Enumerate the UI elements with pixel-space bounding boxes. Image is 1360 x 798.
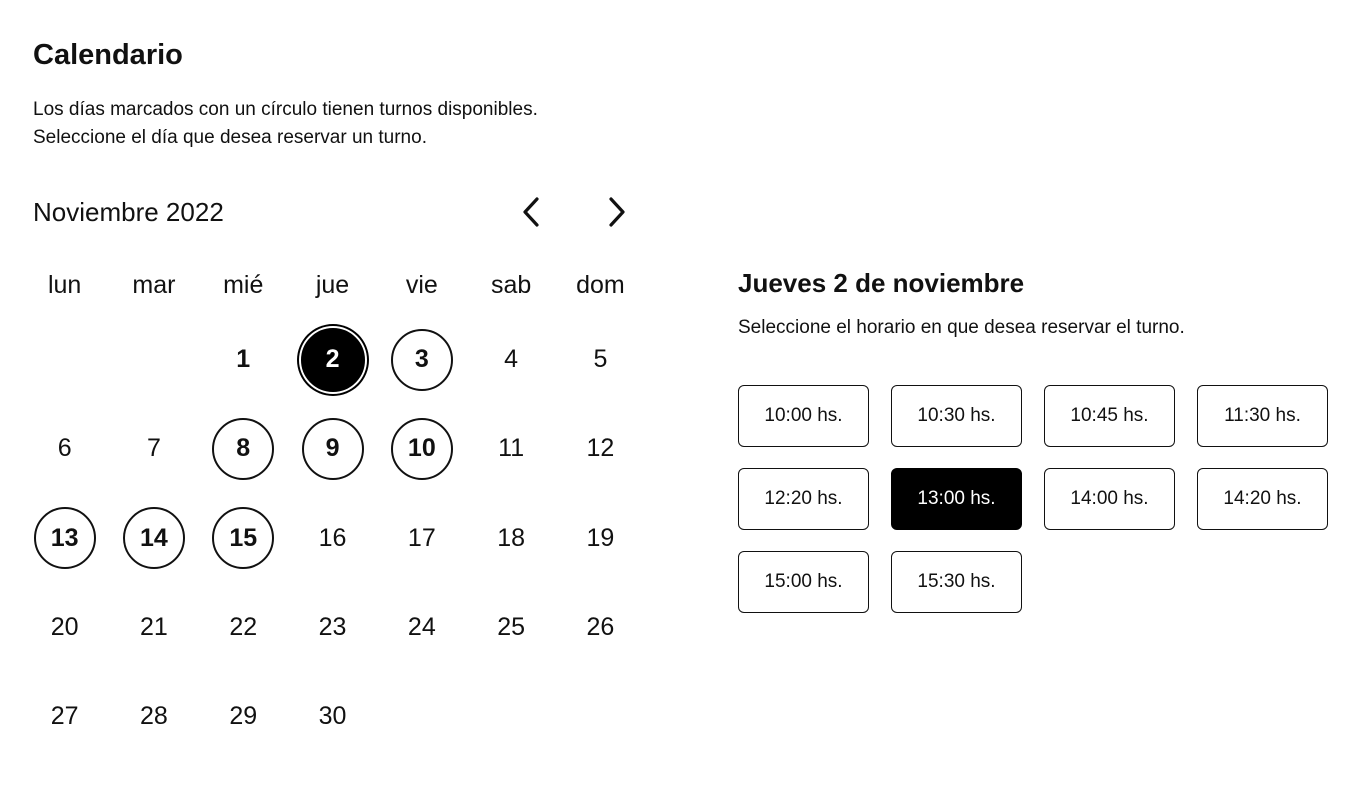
calendar-day — [556, 494, 645, 583]
day-number: 26 — [586, 613, 615, 642]
day-number: 27 — [50, 702, 79, 731]
weekday-label: vie — [405, 270, 438, 299]
day-number: 13 — [34, 507, 96, 569]
calendar-day — [20, 404, 109, 493]
day-number: 22 — [229, 613, 258, 642]
day-number: 3 — [391, 329, 453, 391]
weekday-label: jue — [315, 270, 350, 299]
available-day[interactable] — [377, 315, 466, 404]
calendar-day — [466, 404, 555, 493]
empty-day-cell — [109, 315, 198, 404]
day-number: 18 — [497, 523, 526, 552]
weekday-label: lun — [47, 270, 82, 299]
time-slot-button-selected[interactable]: 13:00 hs. — [891, 468, 1022, 530]
calendar-day — [377, 583, 466, 672]
calendar-day — [199, 672, 288, 761]
calendar-day — [109, 404, 198, 493]
instructions-line-2: Seleccione el día que desea reservar un turno. — [33, 127, 427, 148]
calendar-day — [109, 672, 198, 761]
month-label: Noviembre 2022 — [33, 197, 224, 227]
selected-date-title: Jueves 2 de noviembre — [738, 268, 1025, 298]
next-month-button[interactable] — [594, 190, 638, 234]
previous-month-button[interactable] — [510, 190, 554, 234]
calendar-days-grid — [20, 315, 645, 761]
calendar-day — [556, 583, 645, 672]
page-title: Calendario — [33, 39, 183, 71]
day-number: 9 — [302, 418, 364, 480]
day-number: 21 — [140, 613, 168, 642]
calendar-day — [466, 315, 555, 404]
day-number: 12 — [586, 434, 615, 463]
time-slot-button[interactable]: 10:00 hs. — [738, 385, 869, 447]
time-slot-button[interactable]: 14:00 hs. — [1044, 468, 1175, 530]
day-number: 1 — [236, 345, 251, 374]
time-slot-button[interactable]: 11:30 hs. — [1197, 385, 1328, 447]
calendar-day — [556, 315, 645, 404]
selected-day[interactable] — [288, 315, 377, 404]
available-day[interactable] — [199, 404, 288, 493]
time-slot-button[interactable]: 14:20 hs. — [1197, 468, 1328, 530]
calendar-day — [288, 672, 377, 761]
day-number: 2 — [301, 328, 365, 392]
weekday-label: mié — [223, 270, 264, 299]
day-number: 5 — [593, 345, 608, 374]
calendar-day — [199, 315, 288, 404]
weekday-label: dom — [576, 270, 625, 299]
calendar-day — [109, 583, 198, 672]
calendar-day — [466, 494, 555, 583]
calendar-day — [377, 494, 466, 583]
day-number: 16 — [318, 523, 347, 552]
calendar-day — [20, 672, 109, 761]
instructions-line-1: Los días marcados con un círculo tienen turnos disponibles. — [33, 99, 538, 120]
time-slot-button[interactable]: 10:45 hs. — [1044, 385, 1175, 447]
day-number: 14 — [123, 507, 185, 569]
day-number: 6 — [57, 434, 72, 463]
calendar-day — [466, 583, 555, 672]
weekday-label: mar — [132, 270, 176, 299]
time-slot-button[interactable]: 15:30 hs. — [891, 551, 1022, 613]
calendar-day — [288, 494, 377, 583]
available-day[interactable] — [377, 404, 466, 493]
time-slots-grid — [738, 385, 1328, 613]
time-slot-instructions: Seleccione el horario en que desea reservar el turno. — [738, 317, 1185, 338]
day-number: 19 — [586, 523, 615, 552]
available-day[interactable] — [109, 494, 198, 583]
day-number: 25 — [497, 613, 526, 642]
weekday-label: sab — [490, 270, 532, 299]
instructions — [33, 96, 538, 152]
day-number: 10 — [391, 418, 453, 480]
time-slot-button[interactable]: 10:30 hs. — [891, 385, 1022, 447]
day-number: 20 — [50, 613, 79, 642]
time-slot-button[interactable]: 12:20 hs. — [738, 468, 869, 530]
day-number: 29 — [229, 702, 258, 731]
day-number: 7 — [146, 434, 161, 463]
empty-day-cell — [20, 315, 109, 404]
day-number: 15 — [212, 507, 274, 569]
day-number: 30 — [318, 702, 347, 731]
day-number: 28 — [140, 702, 168, 731]
day-number: 4 — [504, 345, 519, 374]
chevron-left-icon — [520, 195, 544, 229]
available-day[interactable] — [20, 494, 109, 583]
day-number: 11 — [498, 434, 525, 463]
weekday-header-row — [20, 262, 645, 308]
available-day[interactable] — [199, 494, 288, 583]
day-number: 24 — [407, 613, 436, 642]
calendar-day — [556, 404, 645, 493]
calendar-day — [20, 583, 109, 672]
time-slot-button[interactable]: 15:00 hs. — [738, 551, 869, 613]
day-number: 17 — [407, 523, 436, 552]
calendar-day — [199, 583, 288, 672]
chevron-right-icon — [604, 195, 628, 229]
available-day[interactable] — [288, 404, 377, 493]
calendar-day — [288, 583, 377, 672]
day-number: 23 — [318, 613, 347, 642]
day-number: 8 — [212, 418, 274, 480]
